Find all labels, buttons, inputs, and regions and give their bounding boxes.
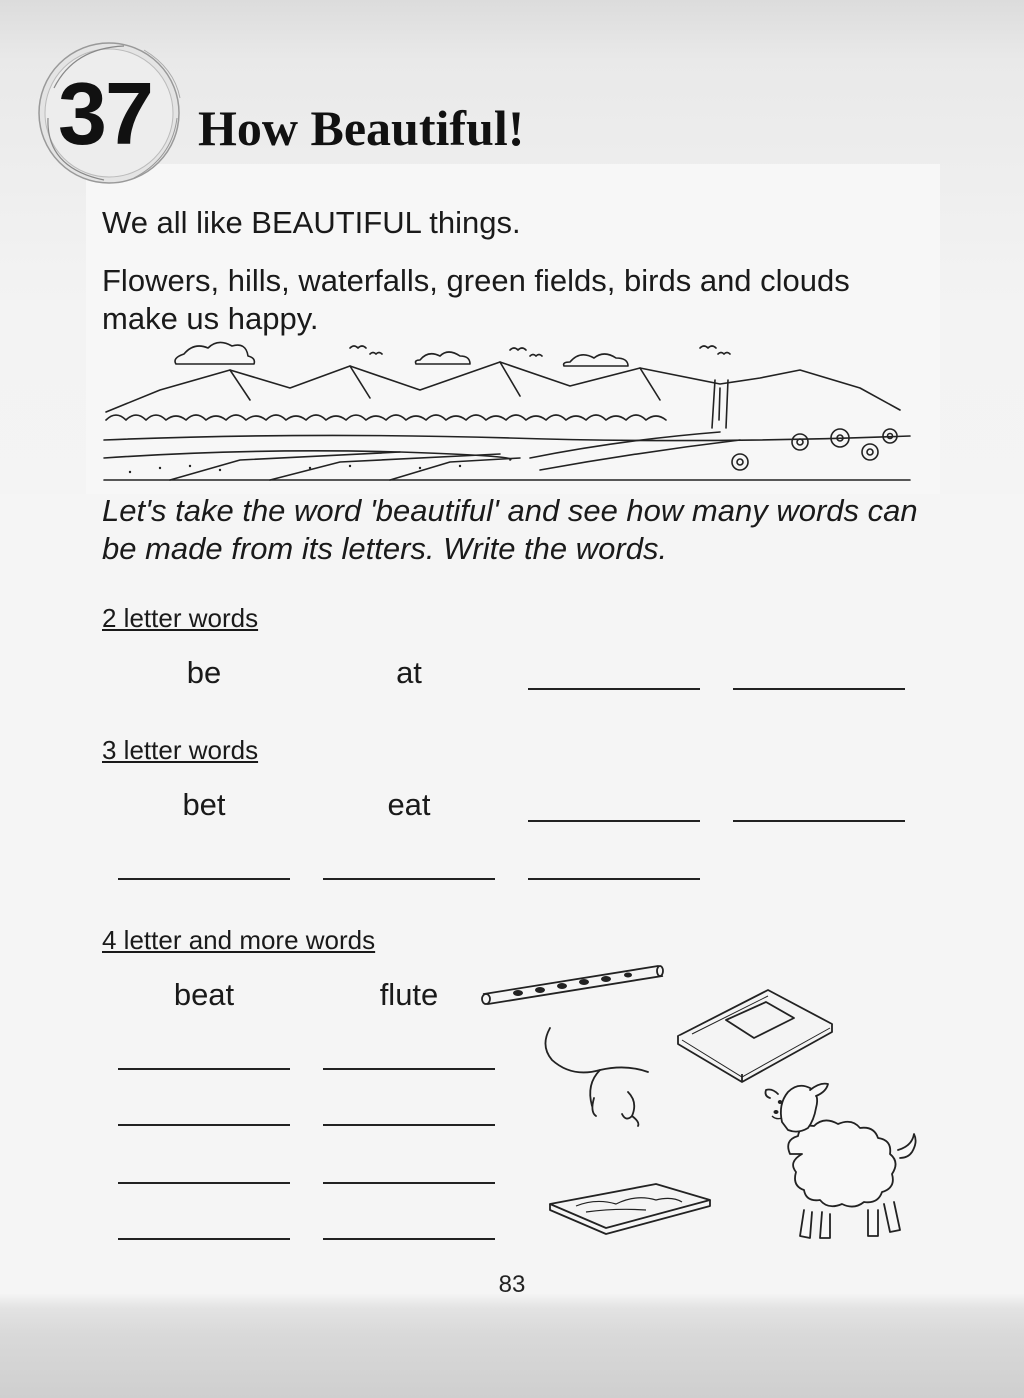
slate-icon bbox=[546, 1178, 716, 1238]
section-heading-2-letter: 2 letter words bbox=[102, 603, 259, 633]
answer-blank[interactable] bbox=[118, 1238, 290, 1240]
answer-blank[interactable] bbox=[118, 1124, 290, 1126]
flute-icon bbox=[478, 960, 668, 1010]
answer-blank[interactable] bbox=[528, 878, 700, 880]
page-number: 83 bbox=[498, 1271, 526, 1298]
landscape-illustration bbox=[100, 340, 920, 490]
answer-blank[interactable] bbox=[733, 688, 905, 690]
intro-line-2: Flowers, hills, waterfalls, green fields, birds and clouds make us happy. bbox=[102, 263, 850, 336]
answer-blank[interactable] bbox=[323, 1068, 495, 1070]
answer-blank[interactable] bbox=[528, 688, 700, 690]
example-word: be bbox=[186, 655, 222, 690]
section-heading-4-plus-letter: 4 letter and more words bbox=[102, 925, 376, 955]
example-word: bet bbox=[182, 787, 226, 822]
lesson-title: How Beautiful! bbox=[198, 100, 525, 156]
example-word: beat bbox=[173, 977, 235, 1012]
book-icon bbox=[672, 984, 842, 1084]
example-word: at bbox=[396, 655, 422, 690]
example-word: eat bbox=[387, 787, 431, 822]
intro-line-1: We all like BEAUTIFUL things. bbox=[102, 205, 521, 240]
section-heading-3-letter: 3 letter words bbox=[102, 735, 259, 765]
answer-blank[interactable] bbox=[733, 820, 905, 822]
answer-blank[interactable] bbox=[118, 1182, 290, 1184]
answer-blank[interactable] bbox=[323, 878, 495, 880]
answer-blank[interactable] bbox=[323, 1124, 495, 1126]
answer-blank[interactable] bbox=[118, 1068, 290, 1070]
sheep-icon bbox=[760, 1078, 930, 1253]
page-footer-band bbox=[0, 1294, 1024, 1398]
answer-blank[interactable] bbox=[323, 1238, 495, 1240]
answer-blank[interactable] bbox=[118, 878, 290, 880]
cat-icon bbox=[536, 1022, 666, 1132]
instruction-text: Let's take the word 'beautiful' and see how many words can be made from its letters. Write the words. bbox=[102, 493, 918, 566]
lesson-number: 37 bbox=[58, 64, 152, 163]
answer-blank[interactable] bbox=[323, 1182, 495, 1184]
answer-blank[interactable] bbox=[528, 820, 700, 822]
example-word: flute bbox=[379, 977, 439, 1012]
